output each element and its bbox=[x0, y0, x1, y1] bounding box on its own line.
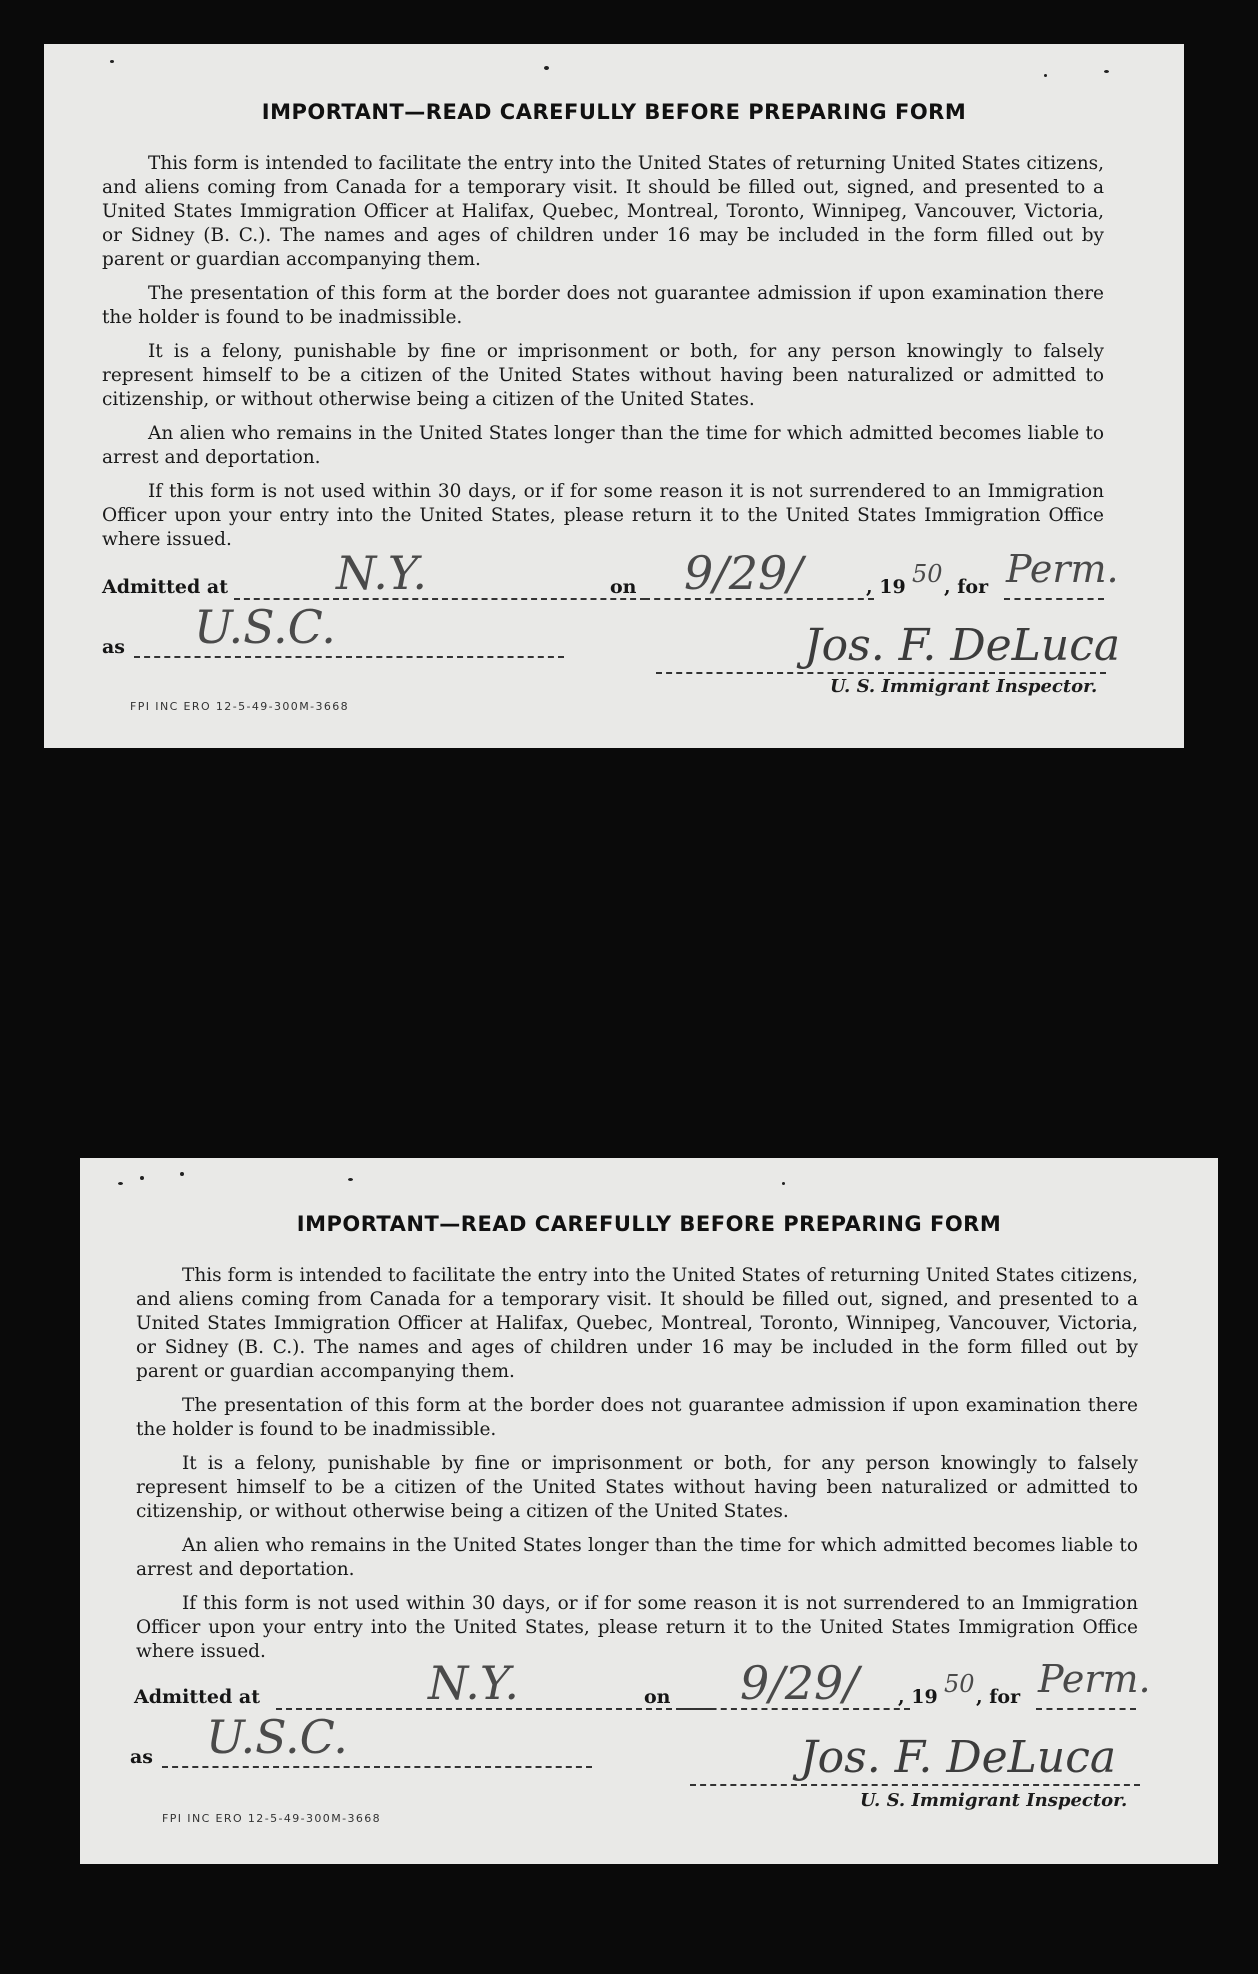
entry-form-card-2 bbox=[80, 1158, 1218, 1864]
paragraph-no-guarantee: The presentation of this form at the border does not guarantee admission if upon examination there the holder is found to be inadmissible. bbox=[102, 283, 1104, 328]
paragraph-felony: It is a felony, punishable by fine or imprisonment or both, for any person knowingly to falsely represent himself to be a citizen of the United States without having been naturalized or admitted to citizenship, or without otherwise being a citizen of the United States. bbox=[102, 341, 1104, 410]
paragraph-return-form: If this form is not used within 30 days, or if for some reason it is not surrendered to an Immigration Officer upon your entry into the United States, please return it to the United States Immigration Office where issued. bbox=[136, 1593, 1138, 1662]
for-handwriting: Perm. bbox=[1038, 1657, 1151, 1701]
speck bbox=[110, 60, 114, 63]
inspector-caption: U. S. Immigrant Inspector. bbox=[830, 676, 1098, 697]
on-label: on bbox=[644, 1686, 671, 1708]
speck bbox=[348, 1178, 353, 1181]
for-label: , for bbox=[944, 576, 989, 598]
as-handwriting: U.S.C. bbox=[206, 1710, 348, 1764]
as-line bbox=[134, 656, 564, 658]
speck bbox=[544, 66, 549, 70]
signature-line bbox=[690, 1784, 1140, 1786]
for-line bbox=[1004, 598, 1104, 600]
paragraph-purpose: This form is intended to facilitate the entry into the United States of returning United States citizens, and aliens coming from Canada for a temporary visit. It should be filled out, signed, and presented to a United States Immigration Officer at Halifax, Quebec, Montreal, Toronto, Winnipeg, Vancouver, Victoria, or Sidney (B. C.). The names and ages of children under 16 may be included in the form filled out by parent or guardian accompanying them. bbox=[136, 1265, 1138, 1382]
year-prefix: , 19 bbox=[898, 1686, 938, 1708]
form-heading: IMPORTANT—READ CAREFULLY BEFORE PREPARING FORM bbox=[296, 1212, 1002, 1236]
inspector-signature: Jos. F. DeLuca bbox=[804, 620, 1121, 671]
admitted-at-label: Admitted at bbox=[102, 576, 228, 598]
date-handwriting: 9/29/ bbox=[684, 546, 803, 600]
form-code: FPI INC ERO 12-5-49-300M-3668 bbox=[130, 700, 350, 713]
paragraph-purpose: This form is intended to facilitate the entry into the United States of returning United States citizens, and aliens coming from Canada for a temporary visit. It should be filled out, signed, and presented to a United States Immigration Officer at Halifax, Quebec, Montreal, Toronto, Winnipeg, Vancouver, Victoria, or Sidney (B. C.). The names and ages of children under 16 may be included in the form filled out by parent or guardian accompanying them. bbox=[102, 153, 1104, 270]
inspector-caption: U. S. Immigrant Inspector. bbox=[860, 1790, 1128, 1811]
for-label: , for bbox=[976, 1686, 1021, 1708]
as-handwriting: U.S.C. bbox=[194, 600, 336, 654]
admitted-at-handwriting: N.Y. bbox=[428, 1656, 519, 1710]
paragraph-no-guarantee: The presentation of this form at the border does not guarantee admission if upon examination there the holder is found to be inadmissible. bbox=[136, 1395, 1138, 1440]
admitted-at-label: Admitted at bbox=[134, 1686, 260, 1708]
on-label: on bbox=[610, 576, 637, 598]
date-handwriting: 9/29/ bbox=[740, 1656, 859, 1710]
speck bbox=[140, 1176, 144, 1180]
paragraph-return-form: If this form is not used within 30 days, or if for some reason it is not surrendered to an Immigration Officer upon your entry into the United States, please return it to the United States Immigration Office where issued. bbox=[102, 481, 1104, 550]
speck bbox=[1044, 74, 1047, 77]
admitted-at-handwriting: N.Y. bbox=[336, 546, 427, 600]
year-prefix: , 19 bbox=[866, 576, 906, 598]
paragraph-alien-deportation: An alien who remains in the United States longer than the time for which admitted becomes liable to arrest and deportation. bbox=[102, 423, 1104, 468]
entry-form-card-1 bbox=[44, 44, 1184, 748]
as-label: as bbox=[130, 1746, 154, 1768]
speck bbox=[782, 1182, 785, 1185]
year-handwriting: 50 bbox=[944, 1670, 975, 1698]
speck bbox=[118, 1182, 123, 1185]
speck bbox=[1104, 70, 1109, 73]
paragraph-felony: It is a felony, punishable by fine or imprisonment or both, for any person knowingly to falsely represent himself to be a citizen of the United States without having been naturalized or admitted to citizenship, or without otherwise being a citizen of the United States. bbox=[136, 1453, 1138, 1522]
year-handwriting: 50 bbox=[912, 560, 943, 588]
form-heading: IMPORTANT—READ CAREFULLY BEFORE PREPARING FORM bbox=[261, 100, 967, 124]
as-line bbox=[162, 1766, 592, 1768]
inspector-signature: Jos. F. DeLuca bbox=[800, 1732, 1117, 1783]
signature-line bbox=[656, 672, 1106, 674]
form-code: FPI INC ERO 12-5-49-300M-3668 bbox=[162, 1812, 382, 1825]
as-label: as bbox=[102, 636, 126, 658]
for-handwriting: Perm. bbox=[1006, 547, 1119, 591]
speck bbox=[180, 1172, 184, 1176]
for-line bbox=[1036, 1708, 1136, 1710]
paragraph-alien-deportation: An alien who remains in the United States longer than the time for which admitted becomes liable to arrest and deportation. bbox=[136, 1535, 1138, 1580]
